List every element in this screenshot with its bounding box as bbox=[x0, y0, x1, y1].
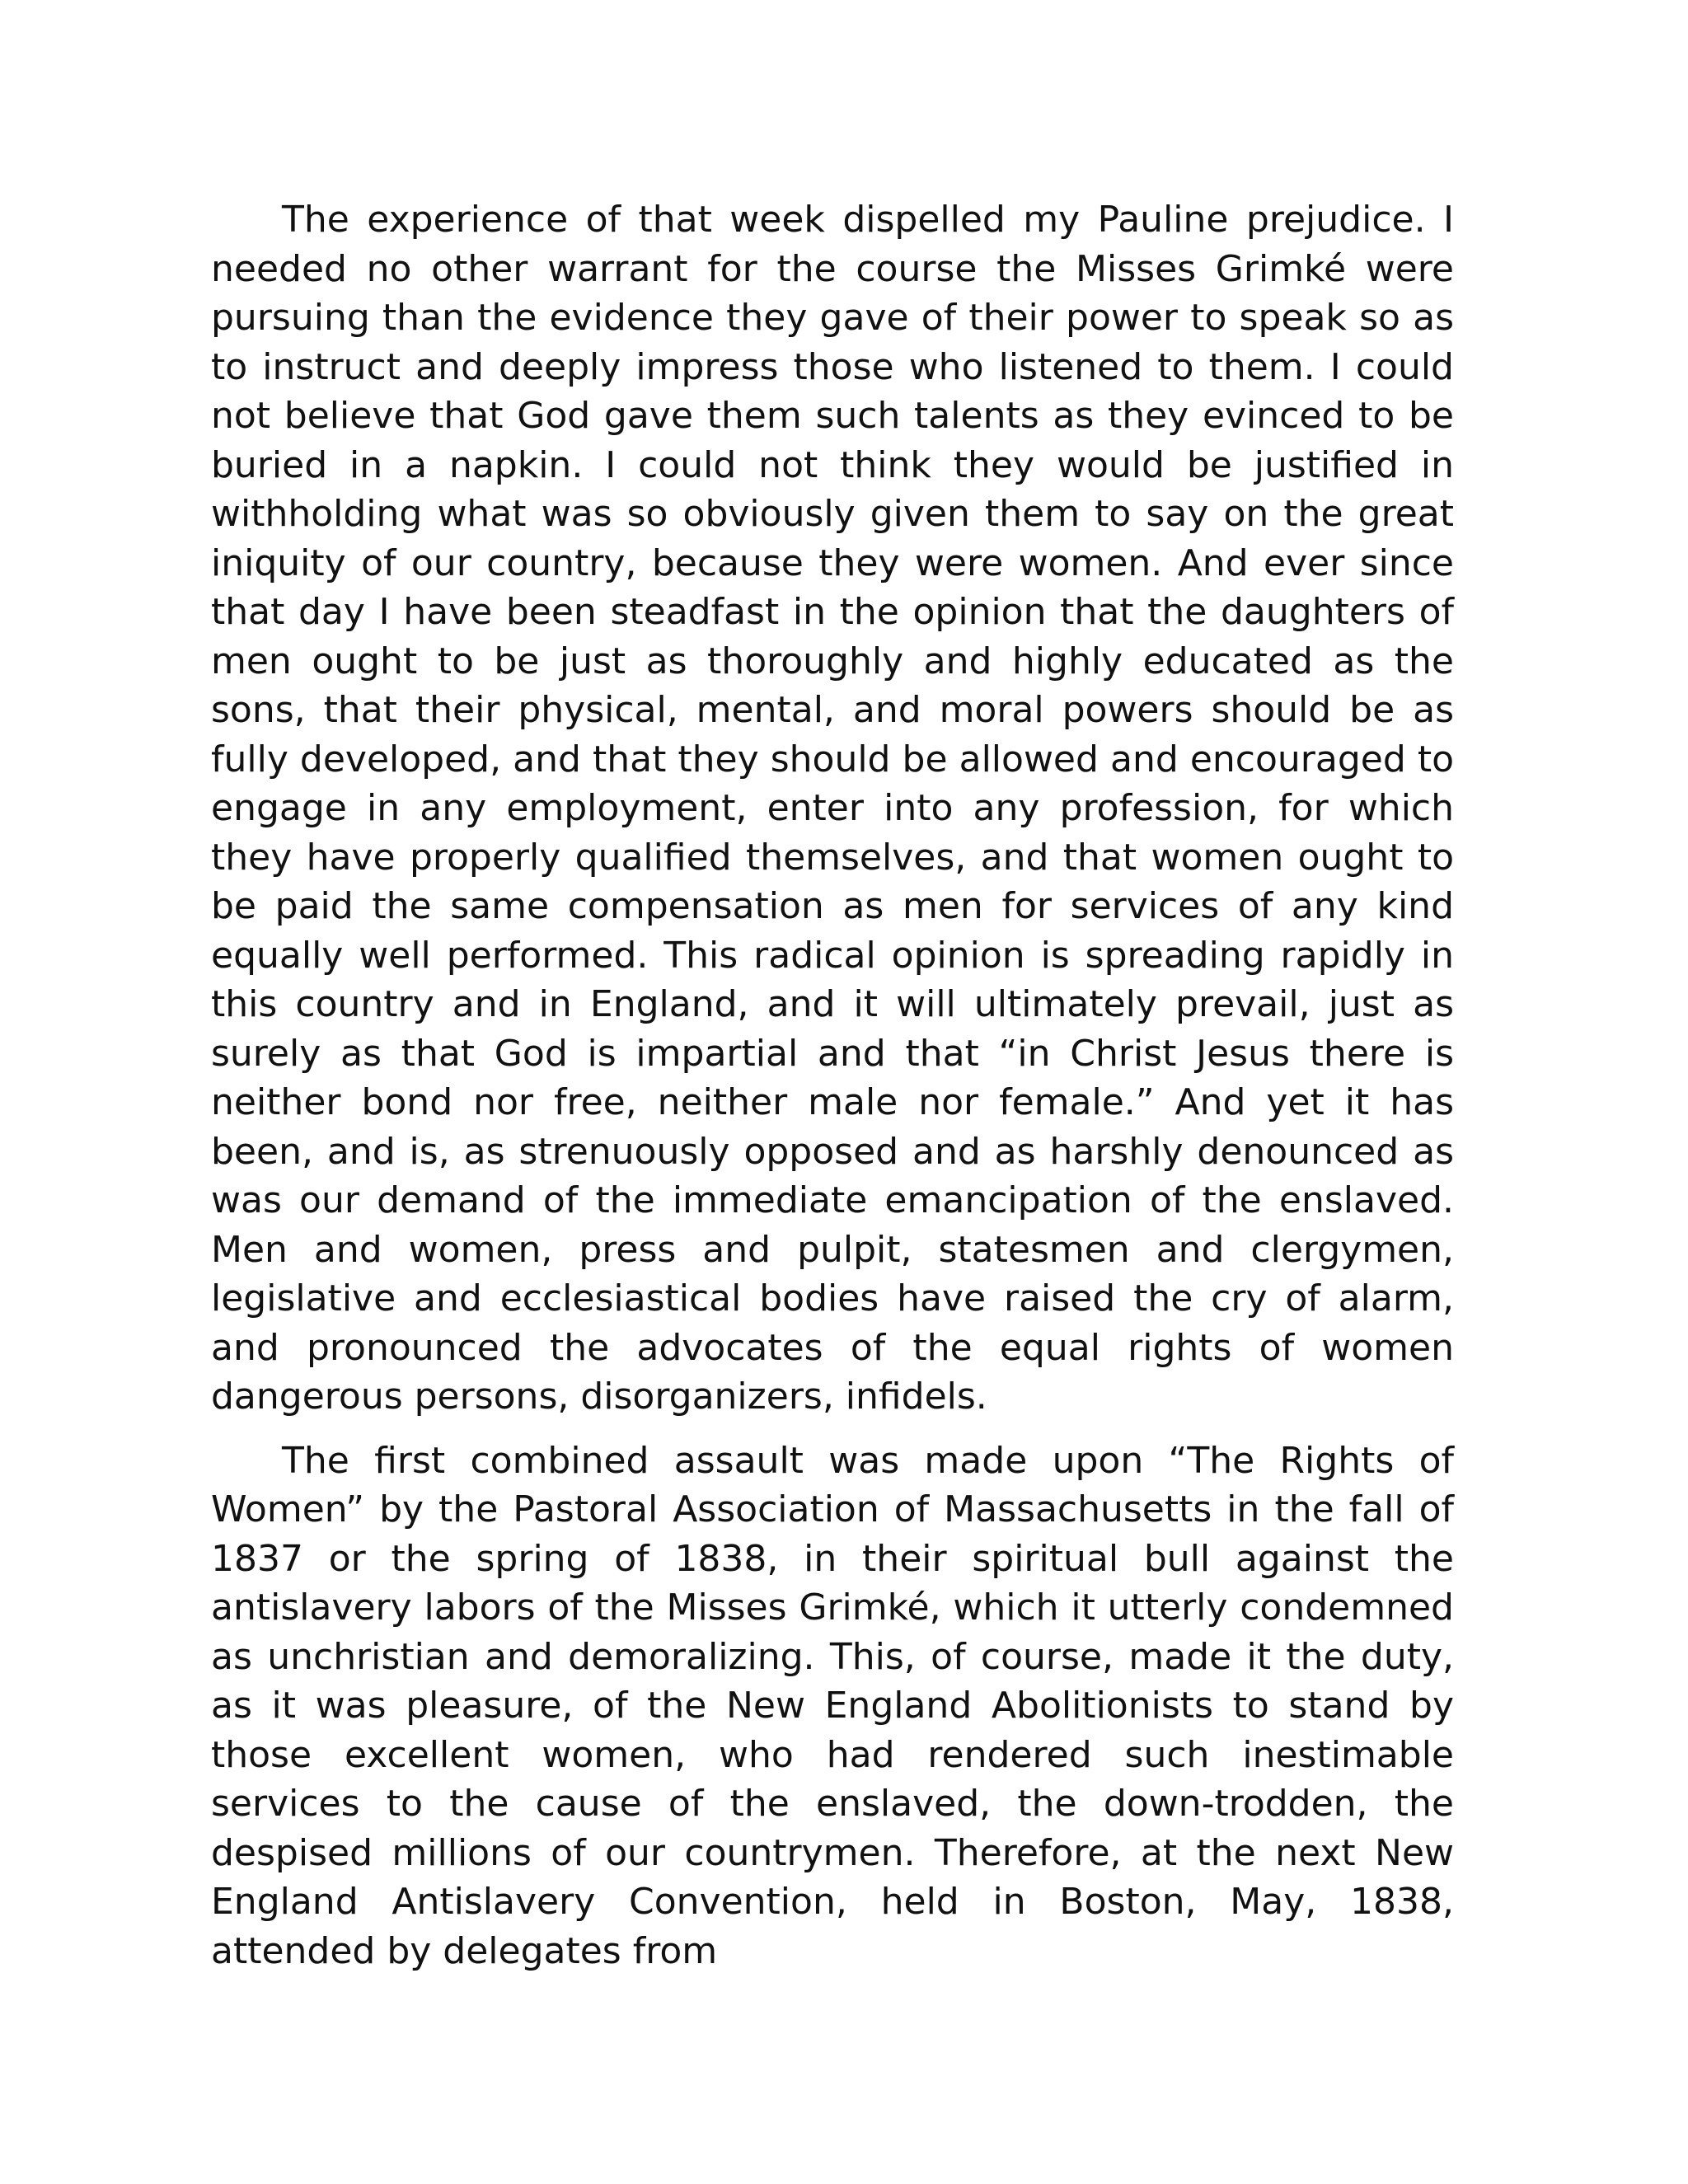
paragraph-pauline-prejudice: The experience of that week dispelled my Pauline prejudice. I needed no other warrant for the course the Misses Grimké were pursuing than the evidence they gave of their power to speak so as to instruct and deeply impress those who listened to them. I could not believe that God gave them such talents as they evinced to be buried in a napkin. I could not think they would be justified in withholding what was so obviously given them to say on the great iniquity of our country, because they were women. And ever since that day I have been steadfast in the opinion that the daughters of men ought to be just as thoroughly and highly educated as the sons, that their physical, mental, and moral powers should be as fully developed, and that they should be allowed and encouraged to engage in any employment, enter into any profession, for which they have properly qualified themselves, and that women ought to be paid the same compensation as men for services of any kind equally well performed. This radical opinion is spreading rapidly in this country and in England, and it will ultimately prevail, just as surely as that God is impartial and that “in Christ Jesus there is neither bond nor free, neither male nor female.” And yet it has been, and is, as strenuously opposed and as harshly denounced as was our demand of the immediate emancipation of the enslaved. Men and women, press and pulpit, statesmen and clergymen, legislative and ecclesiastical bodies have raised the cry of alarm, and pronounced the advocates of the equal rights of women dangerous persons, disorganizers, infidels. bbox=[211, 199, 1454, 1418]
paragraph-first-combined-assault: The first combined assault was made upon “The Rights of Women” by the Pastoral Association of Massachusetts in the fall of 1837 or the spring of 1838, in their spiritual bull against the antislavery labors of the Misses Grimké, which it utterly condemned as unchristian and demoralizing. This, of course, made it the duty, as it was pleasure, of the New England Abolitionists to stand by those excellent women, who had rendered such inestimable services to the cause of the enslaved, the down-trodden, the despised millions of our countrymen. Therefore, at the next New England Antislavery Convention, held in Boston, May, 1838, attended by delegates from bbox=[211, 1439, 1454, 1972]
document-page bbox=[211, 195, 1454, 1975]
